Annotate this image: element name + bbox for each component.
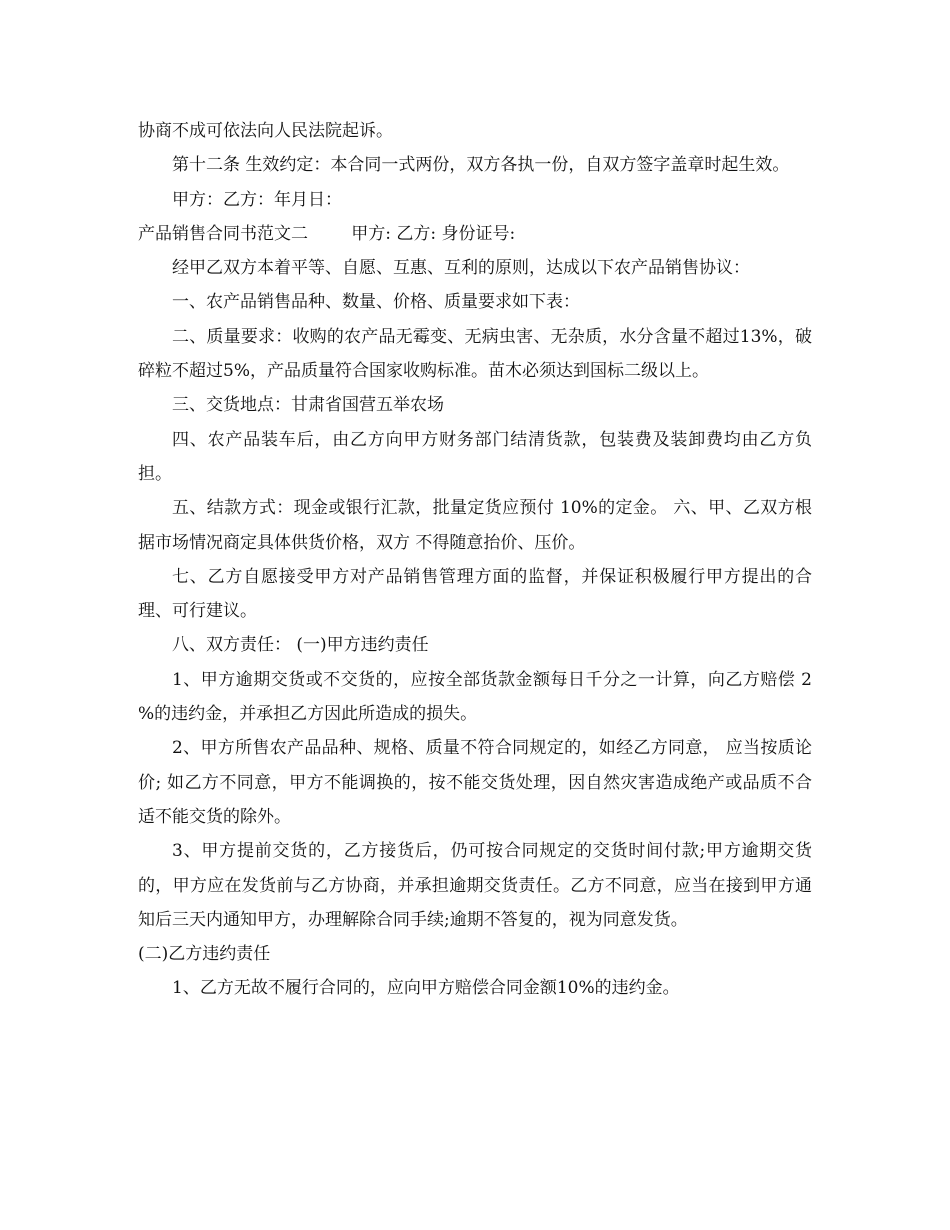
paragraph-item-5-6-settlement: 五、结款方式：现金或银行汇款，批量定货应预付 10%的定金。 六、甲、乙双方根据市场情况商定具体供货价格，双方 不得随意抬价、压价。 (138, 498, 812, 553)
paragraph-party-a-breach-3: 3、甲方提前交货的，乙方接货后，仍可按合同规定的交货时间付款;甲方逾期交货的，甲方应在发货前与乙方协商，并承担逾期交货责任。乙方不同意，应当在接到甲方通知后三天内通知甲方，办理解除合同手续;逾期不答复的，视为同意发货。 (138, 841, 812, 930)
paragraph-item-8-responsibility: 八、双方责任： (一)甲方违约责任 (172, 635, 429, 656)
paragraph-party-b-breach-1: 1、乙方无故不履行合同的，应向甲方赔偿合同金额10%的违约金。 (172, 978, 680, 999)
paragraph-item-2-quality: 二、质量要求：收购的农产品无霉变、无病虫害、无杂质，水分含量不超过13%，破碎粒不超过5%，产品质量符合国家收购标准。苗木必须达到国标二级以上。 (138, 326, 812, 382)
paragraph-item-1: 一、农产品销售品种、数量、价格、质量要求如下表： (172, 292, 580, 313)
paragraph-item-7-supervision: 七、乙方自愿接受甲方对产品销售管理方面的监督，并保证积极履行甲方提出的合理、可行建议。 (138, 566, 812, 622)
paragraph-preamble: 经甲乙双方本着平等、自愿、互惠、互利的原则，达成以下农产品销售协议： (172, 258, 750, 279)
paragraph-signature-line: 甲方：乙方：年月日： (172, 189, 342, 210)
paragraph-sample-two-heading: 产品销售合同书范文二 甲方: 乙方: 身份证号: (138, 223, 516, 244)
paragraph-party-a-breach-1: 1、甲方逾期交货或不交货的，应按全部货款金额每日千分之一计算，向乙方赔偿 2 %的违约金，并承担乙方因此所造成的损失。 (138, 669, 812, 725)
paragraph-dispute-clause: 协商不成可依法向人民法院起诉。 (138, 121, 393, 141)
paragraph-article-12: 第十二条 生效约定：本合同一式两份，双方各执一份，自双方签字盖章时起生效。 (172, 155, 790, 176)
paragraph-item-4-payment: 四、农产品装车后，由乙方向甲方财务部门结清货款，包装费及装卸费均由乙方负担。 (138, 429, 812, 484)
contract-body (138, 114, 812, 1006)
paragraph-item-3-delivery: 三、交货地点：甘肃省国营五举农场 (172, 395, 444, 416)
paragraph-party-a-breach-2: 2、甲方所售农产品品种、规格、质量不符合同规定的，如经乙方同意， 应当按质论价; 如乙方不同意，甲方不能调换的，按不能交货处理，因自然灾害造成绝产或品质不合适不能交货的除外。 (138, 738, 812, 827)
paragraph-party-b-breach-heading: (二)乙方违约责任 (138, 944, 271, 965)
